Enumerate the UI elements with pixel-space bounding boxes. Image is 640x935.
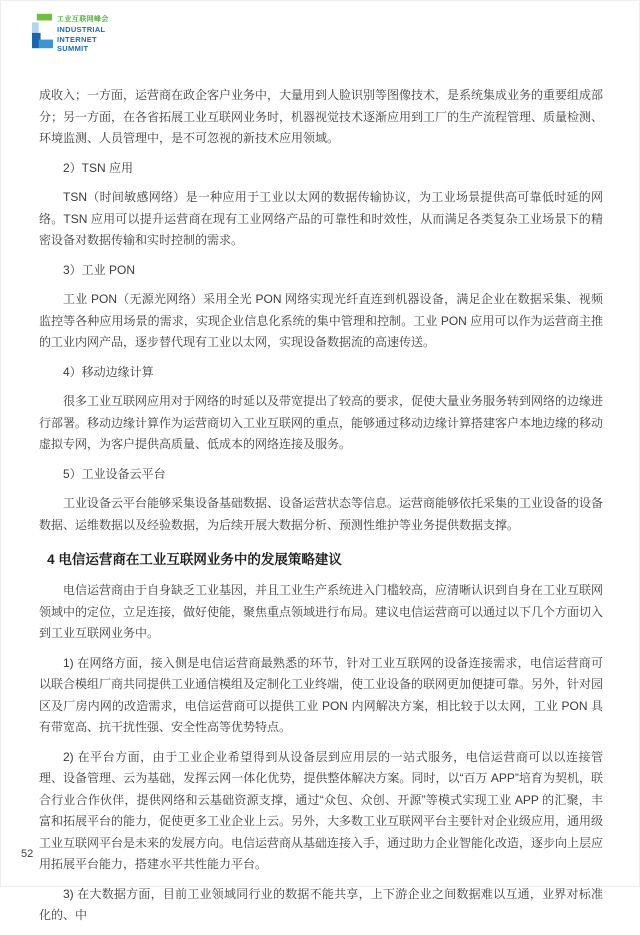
summit-logo-text xyxy=(57,11,109,54)
paragraph-strategy-intro: 电信运营商由于自身缺乏工业基因，并且工业生产系统进入门槛较高，应清晰认识到自身在工业互联网领域中的定位，立足连接，做好使能，聚焦重点领域进行布局。建议电信运营商可以通过以下几个方面切入到工业互联网业务中。 xyxy=(39,583,604,640)
document-body xyxy=(39,85,603,935)
subheading-equipment-cloud-platform: 5）工业设备云平台 xyxy=(63,466,166,481)
paragraph-industrial-pon: 工业 PON（无源光网络）采用全光 PON 网络实现光纤直连到机器设备，满足企业在数据采集、视频监控等各种应用场景的需求，实现企业信息化系统的集中管理和控制。工业 PON 应用可以作为运营商主推的工业内网产品，逐步替代现有工业以太网，实现设备数据流的高速传送。 xyxy=(39,292,603,349)
summit-logo-en-line-3: SUMMIT xyxy=(57,44,89,53)
paragraph-strategy-network: 1) 在网络方面，接入侧是电信运营商最熟悉的环节，针对工业互联网的设备连接需求，电信运营商可以联合模组厂商共同提供工业通信模组及定制化工业终端，使工业设备的联网更加便捷可靠。另外，针对园区及厂房内网的改造需求，电信运营商可以提供工业 PON 内网解决方案，相比较于以太网，工业 PON 具有带宽高、抗干扰性强、安全性高等优势特点。 xyxy=(39,655,604,734)
paragraph-machine-vision-continuation: 成收入；一方面，运营商在政企客户业务中，大量用到人脸识别等图像技术，是系统集成业务的重要组成部分；另一方面，在各省拓展工业互联网业务时，机器视觉技术逐渐应用到工厂的生产流程管理、质量检测、环境监测、人员管理中，是不可忽视的新技术应用领域。 xyxy=(39,88,604,145)
summit-logo-chinese-name: 工业互联网峰会 xyxy=(57,16,109,23)
summit-logo xyxy=(32,11,109,54)
summit-logo-en-line-2: INTERNET xyxy=(57,34,97,44)
paragraph-strategy-bigdata-truncated: 3) 在大数据方面，目前工业领域同行业的数据不能共享，上下游企业之间数据难以互通，业界对标准化的、中 xyxy=(39,886,603,922)
subheading-industrial-pon: 3）工业 PON xyxy=(63,262,136,277)
subheading-mobile-edge-computing: 4）移动边缘计算 xyxy=(63,364,154,379)
paragraph-tsn: TSN（时间敏感网络）是一种应用于工业以太网的数据传输协议，为工业场景提供高可靠低时延的网络。TSN 应用可以提升运营商在现有工业网络产品的可靠性和时效性，从而满足各类复杂工业场景下的精密设备对数据传输和实时控制的需求。 xyxy=(39,190,603,247)
subheading-tsn-application: 2）TSN 应用 xyxy=(63,160,134,175)
page-number: 52 xyxy=(21,848,34,860)
paragraph-mobile-edge-computing: 很多工业互联网应用对于网络的时延以及带宽提出了较高的要求，促使大量业务服务转到网络的边缘进行部署。移动边缘计算作为运营商切入工业互联网的重点，能够通过移动边缘计算搭建客户本地边缘的移动虚拟专网，为客户提供高质量、低成本的网络连接及服务。 xyxy=(39,394,604,451)
section-heading-strategy-suggestions: 4 电信运营商在工业互联网业务中的发展策略建议 xyxy=(47,552,342,567)
paragraph-strategy-platform: 2) 在平台方面，由于工业企业希望得到从设备层到应用层的一站式服务，电信运营商可以以连接管理、设备管理、云为基础，发挥云网一体化优势，提供整体解决方案。同时，以“百万 APP”培育为契机，联合行业合作伙伴，提供网络和云基础资源支撑，通过“众包、众创、开源”等模式实现工业 APP 的汇聚，丰富和拓展平台的能力，促使更多工业企业上云。另外，大多数工业互联网平台主要针对企业级应用，通用级工业互联网平台是未来的发展方向。电信运营商从基础连接入手，通过助力企业智能化改造，逐步向上层应用拓展平台能力，搭建水平共性能力平台。 xyxy=(39,749,604,871)
paragraph-equipment-cloud-platform: 工业设备云平台能够采集设备基础数据、设备运营状态等信息。运营商能够依托采集的工业设备的设备数据、运维数据以及经验数据，为后续开展大数据分析、预测性维护等业务提供数据支撑。 xyxy=(39,496,604,532)
summit-logo-icon xyxy=(32,11,53,51)
summit-logo-en-line-1: INDUSTRIAL xyxy=(57,25,106,34)
